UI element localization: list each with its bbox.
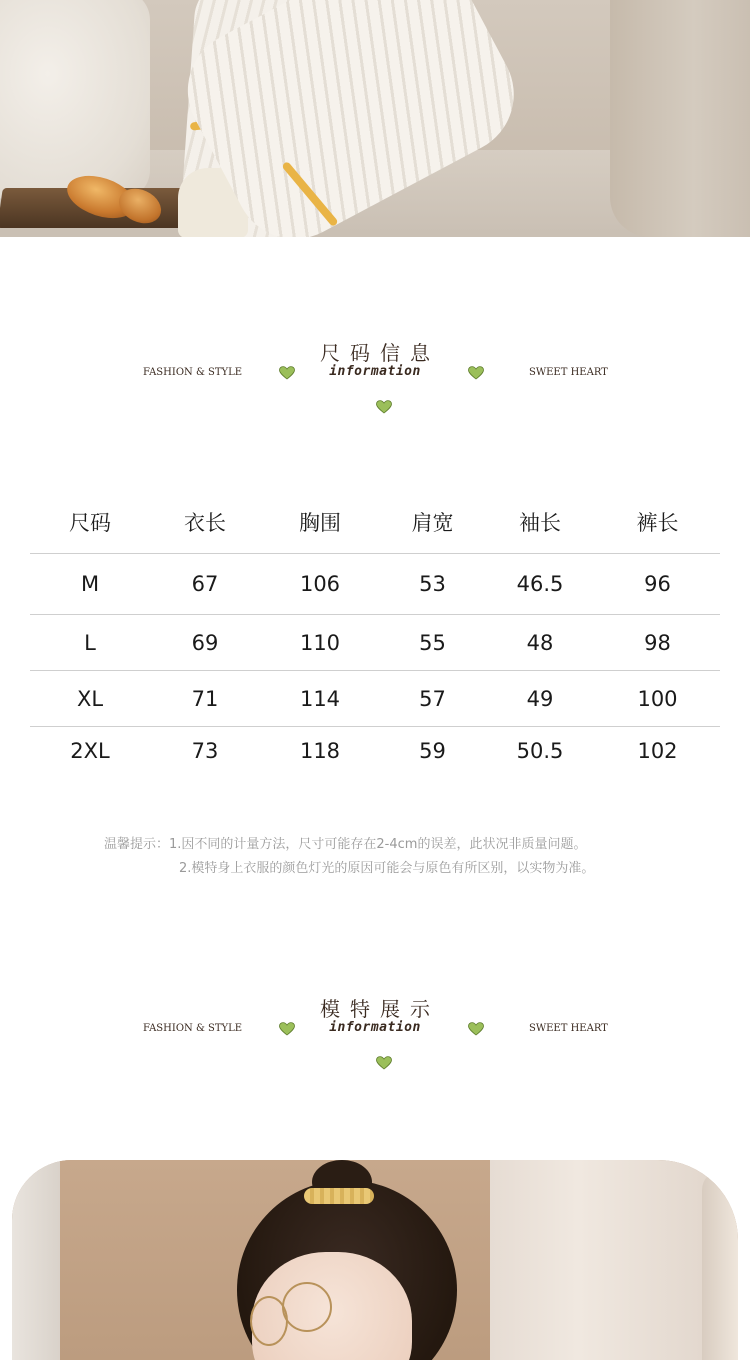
window-pane <box>12 1160 60 1360</box>
size-tips <box>104 833 594 881</box>
heart-icon <box>376 400 392 414</box>
table-cell: 118 <box>260 727 380 776</box>
pillow <box>0 0 150 200</box>
table-cell: 53 <box>380 554 485 615</box>
section-title: 尺码信息 <box>320 341 440 365</box>
photo-edge <box>702 1170 738 1360</box>
table-cell: 98 <box>595 615 720 671</box>
tip-line-1: 温馨提示：1.因不同的计量方法，尺寸可能存在2-4cm的误差，此状况非质量问题。 <box>104 837 587 852</box>
table-cell: M <box>30 554 150 615</box>
table-cell: 114 <box>260 671 380 727</box>
table-cell: 55 <box>380 615 485 671</box>
glasses-lens <box>250 1296 288 1346</box>
table-row <box>30 727 720 776</box>
product-photo-top <box>0 0 750 237</box>
table-cell: XL <box>30 671 150 727</box>
table-cell: 67 <box>150 554 260 615</box>
tip-line-2: 2.模特身上衣服的颜色灯光的原因可能会与原色有所区别，以实物为准。 <box>179 861 595 876</box>
table-cell: 73 <box>150 727 260 776</box>
fashion-style-tag: FASHION & STYLE <box>143 1023 243 1034</box>
heart-icon <box>468 366 484 380</box>
heart-icon <box>279 1022 295 1036</box>
glasses-lens <box>282 1282 332 1332</box>
model-show-heading <box>0 993 750 1083</box>
table-cell: 102 <box>595 727 720 776</box>
table-cell: 71 <box>150 671 260 727</box>
table-cell: 48 <box>485 615 595 671</box>
table-cell: 46.5 <box>485 554 595 615</box>
table-cell: 96 <box>595 554 720 615</box>
table-row <box>30 671 720 727</box>
heart-icon <box>279 366 295 380</box>
heart-icon <box>468 1022 484 1036</box>
header-chest: 胸围 <box>299 510 341 535</box>
size-info-heading <box>0 337 750 427</box>
model-photo <box>12 1160 738 1360</box>
size-table <box>30 490 720 775</box>
sweet-heart-tag: SWEET HEART <box>529 367 608 378</box>
header-sleeve: 袖长 <box>519 510 561 535</box>
header-pants-length: 裤长 <box>636 510 679 535</box>
table-cell: L <box>30 615 150 671</box>
table-cell: 100 <box>595 671 720 727</box>
header-length: 衣长 <box>184 510 226 535</box>
section-title: 模特展示 <box>320 997 440 1021</box>
table-cell: 50.5 <box>485 727 595 776</box>
sofa-arm <box>610 0 750 237</box>
scrunchie <box>304 1188 374 1204</box>
table-cell: 57 <box>380 671 485 727</box>
table-cell: 69 <box>150 615 260 671</box>
curtain <box>490 1160 710 1360</box>
header-size: 尺码 <box>69 510 111 535</box>
table-cell: 106 <box>260 554 380 615</box>
fashion-style-tag: FASHION & STYLE <box>143 367 243 378</box>
header-shoulder: 肩宽 <box>411 510 454 535</box>
table-header-row <box>30 490 720 554</box>
table-cell: 59 <box>380 727 485 776</box>
section-subtitle: information <box>329 1020 421 1035</box>
table-row <box>30 554 720 615</box>
heart-icon <box>376 1056 392 1070</box>
table-row <box>30 615 720 671</box>
table-cell: 49 <box>485 671 595 727</box>
section-subtitle: information <box>329 364 421 379</box>
sweet-heart-tag: SWEET HEART <box>529 1023 608 1034</box>
table-cell: 2XL <box>30 727 150 776</box>
table-cell: 110 <box>260 615 380 671</box>
